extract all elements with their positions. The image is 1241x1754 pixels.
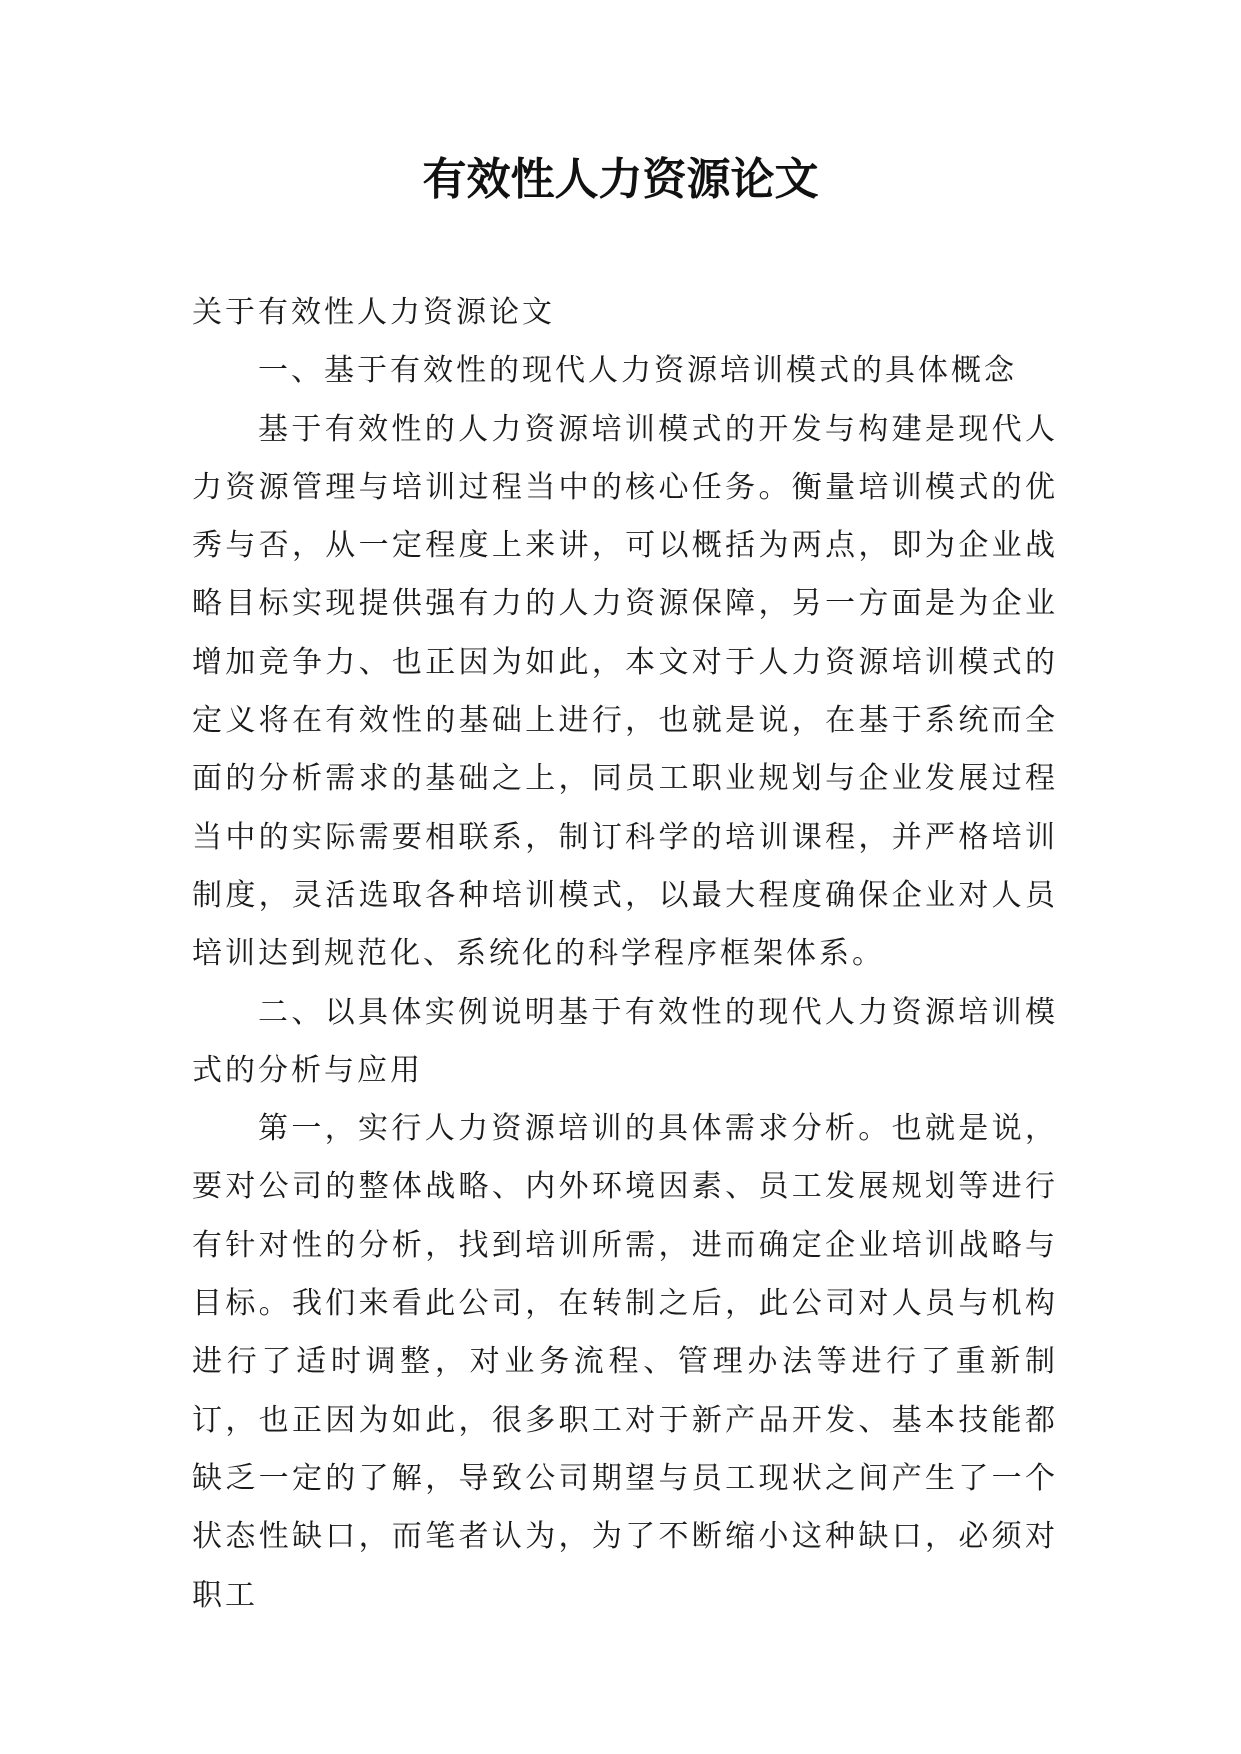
document-title: 有效性人力资源论文 bbox=[422, 154, 819, 205]
paragraph: 基于有效性的人力资源培训模式的开发与构建是现代人力资源管理与培训过程当中的核心任务。衡量培训模式的优秀与否，从一定程度上来讲，可以概括为两点，即为企业战略目标实现提供强有力的人力资源保障，另一方面是为企业增加竞争力、也正因为如此，本文对于人力资源培训模式的定义将在有效性的基础上进行，也就是说，在基于系统而全面的分析需求的基础之上，同员工职业规划与企业发展过程当中的实际需要相联系，制订科学的培训课程，并严格培训制度，灵活选取各种培训模式，以最大程度确保企业对人员培训达到规范化、系统化的科学程序框架体系。 bbox=[192, 411, 1058, 972]
paragraph: 第一，实行人力资源培训的具体需求分析。也就是说，要对公司的整体战略、内外环境因素、员工发展规划等进行有针对性的分析，找到培训所需，进而确定企业培训战略与目标。我们来看此公司，在转制之后，此公司对人员与机构进行了适时调整，对业务流程、管理办法等进行了重新制订，也正因为如此，很多职工对于新产品开发、基本技能都缺乏一定的了解，导致公司期望与员工现状之间产生了一个状态性缺口，而笔者认为，为了不断缩小这种缺口，必须对职工 bbox=[192, 1111, 1058, 1613]
document-body bbox=[192, 284, 1058, 1625]
paragraph-intro: 关于有效性人力资源论文 bbox=[192, 295, 555, 330]
section-heading-2: 二、以具体实例说明基于有效性的现代人力资源培训模式的分析与应用 bbox=[192, 994, 1058, 1088]
section-heading-1: 一、基于有效性的现代人力资源培训模式的具体概念 bbox=[258, 353, 1017, 389]
